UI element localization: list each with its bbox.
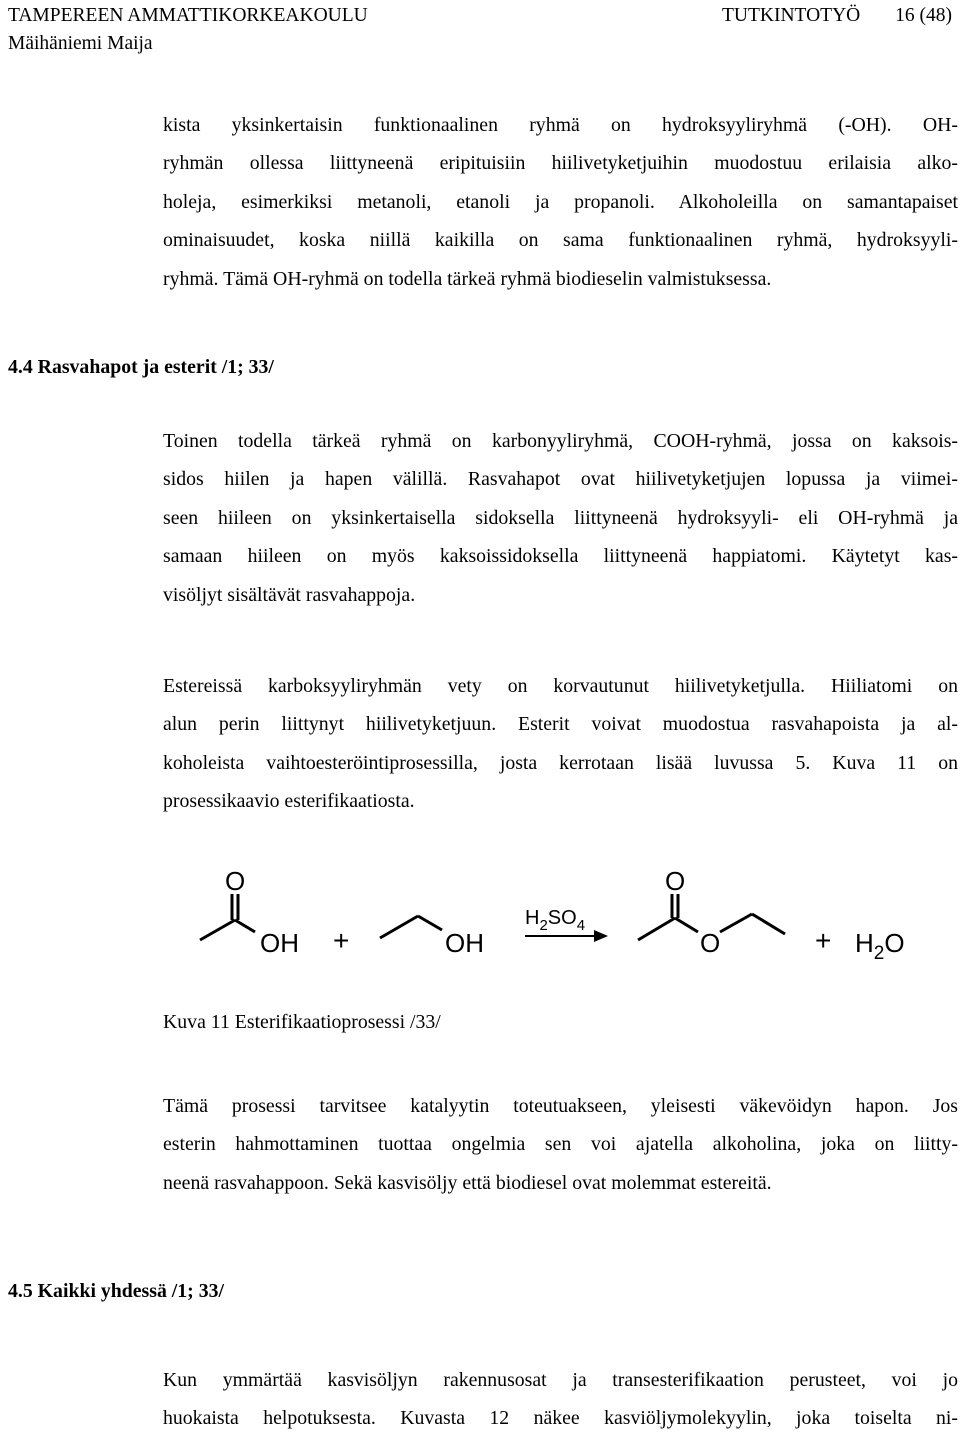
text-line: ryhmä. Tämä OH-ryhmä on todella tärkeä ryhmä biodieselin valmistuksessa. bbox=[163, 267, 772, 290]
text-line: Kun ymmärtää kasvisöljyn rakennusosat ja transesterifikaation perusteet, voi jo bbox=[163, 1369, 958, 1391]
paragraph-fatty-acids bbox=[163, 422, 958, 614]
carbonyl-oxygen-label: O bbox=[225, 866, 246, 896]
text-line: sidos hiilen ja hapen välillä. Rasvahapot ovat hiilivetyketjujen lopussa ja viimei- bbox=[163, 468, 958, 491]
plus-sign: + bbox=[333, 925, 350, 956]
paragraph-hydroxyl bbox=[163, 106, 958, 298]
header-doc-type: TUTKINTOTYÖ bbox=[721, 5, 861, 26]
ester-oxygen-label: O bbox=[700, 928, 721, 958]
acetic-acid-structure bbox=[200, 894, 255, 940]
carbonyl-oxygen-label: O bbox=[665, 866, 686, 896]
text-line: visöljyt sisältävät rasvahappoja. bbox=[163, 583, 416, 606]
reaction-arrow bbox=[525, 930, 608, 942]
header-row-2 bbox=[8, 30, 952, 58]
header-row-1 bbox=[8, 2, 952, 30]
header-institution: TAMPEREEN AMMATTIKORKEAKOULU bbox=[8, 5, 368, 26]
paragraph-catalyst bbox=[163, 1087, 958, 1202]
text-line: holeja, esimerkiksi metanoli, etanoli ja propanoli. Alkoholeilla on samantapaiset bbox=[163, 190, 958, 213]
text-line: kista yksinkertaisin funktionaalinen ryhmä on hydroksyyliryhmä (-OH). OH- bbox=[163, 114, 958, 136]
text-line: Toinen todella tärkeä ryhmä on karbonyyliryhmä, COOH-ryhmä, jossa on kaksois- bbox=[163, 430, 958, 452]
hydroxyl-label: OH bbox=[445, 928, 484, 958]
ethanol-structure bbox=[380, 916, 442, 938]
section-heading-4-4: 4.4 Rasvahapot ja esterit /1; 33/ bbox=[8, 356, 274, 378]
text-line: Tämä prosessi tarvitsee katalyytin toteutuakseen, yleisesti väkevöidyn hapon. Jos bbox=[163, 1095, 958, 1117]
page-header bbox=[8, 2, 952, 58]
text-line: koholeista vaihtoesteröintiprosessilla, josta kerrotaan lisää luvussa 5. Kuva 11 on bbox=[163, 751, 958, 774]
text-line: huokaista helpotuksesta. Kuvasta 12 näkee kasviöljymolekyylin, joka toiselta ni- bbox=[163, 1407, 958, 1430]
text-line: ominaisuudet, koska niillä kaikilla on sama funktionaalinen ryhmä, hydroksyyli- bbox=[163, 229, 958, 252]
esterification-reaction-diagram bbox=[180, 858, 940, 968]
section-heading-4-5: 4.5 Kaikki yhdessä /1; 33/ bbox=[8, 1280, 224, 1302]
hydroxyl-label: OH bbox=[260, 928, 299, 958]
paragraph-summary bbox=[163, 1361, 958, 1438]
catalyst-label: $H_2SO_4$ bbox=[525, 907, 586, 934]
text-line: esterin hahmottaminen tuottaa ongelmia sen voi ajatella alkoholina, joka on liitty- bbox=[163, 1133, 958, 1156]
text-line: prosessikaavio esterifikaatiosta. bbox=[163, 790, 415, 813]
header-author: Mäihäniemi Maija bbox=[8, 33, 153, 54]
text-line: seen hiileen on yksinkertaisella sidoksella liittyneenä hydroksyyli- eli OH-ryhmä ja bbox=[163, 506, 958, 529]
plus-sign: + bbox=[815, 925, 832, 956]
header-right bbox=[722, 2, 952, 30]
text-line: alun perin liittynyt hiilivetyketjuun. Esterit voivat muodostua rasvahapoista ja al- bbox=[163, 713, 958, 736]
text-line: neenä rasvahappoon. Sekä kasvisöljy että biodiesel ovat molemmat estereitä. bbox=[163, 1171, 772, 1194]
text-line: ryhmän ollessa liittyneenä eripituisiin hiilivetyketjuihin muodostuu erilaisia alko- bbox=[163, 152, 958, 175]
text-line: Estereissä karboksyyliryhmän vety on korvautunut hiilivetyketjulla. Hiiliatomi on bbox=[163, 675, 958, 697]
water-label: $H_2O$ bbox=[855, 928, 905, 964]
paragraph-esters bbox=[163, 667, 958, 821]
figure-caption: Kuva 11 Esterifikaatioprosessi /33/ bbox=[163, 1011, 441, 1033]
header-page-number: 16 (48) bbox=[895, 5, 952, 26]
text-line: samaan hiileen on myös kaksoissidoksella liittyneenä happiatomi. Käytetyt kas- bbox=[163, 545, 958, 568]
